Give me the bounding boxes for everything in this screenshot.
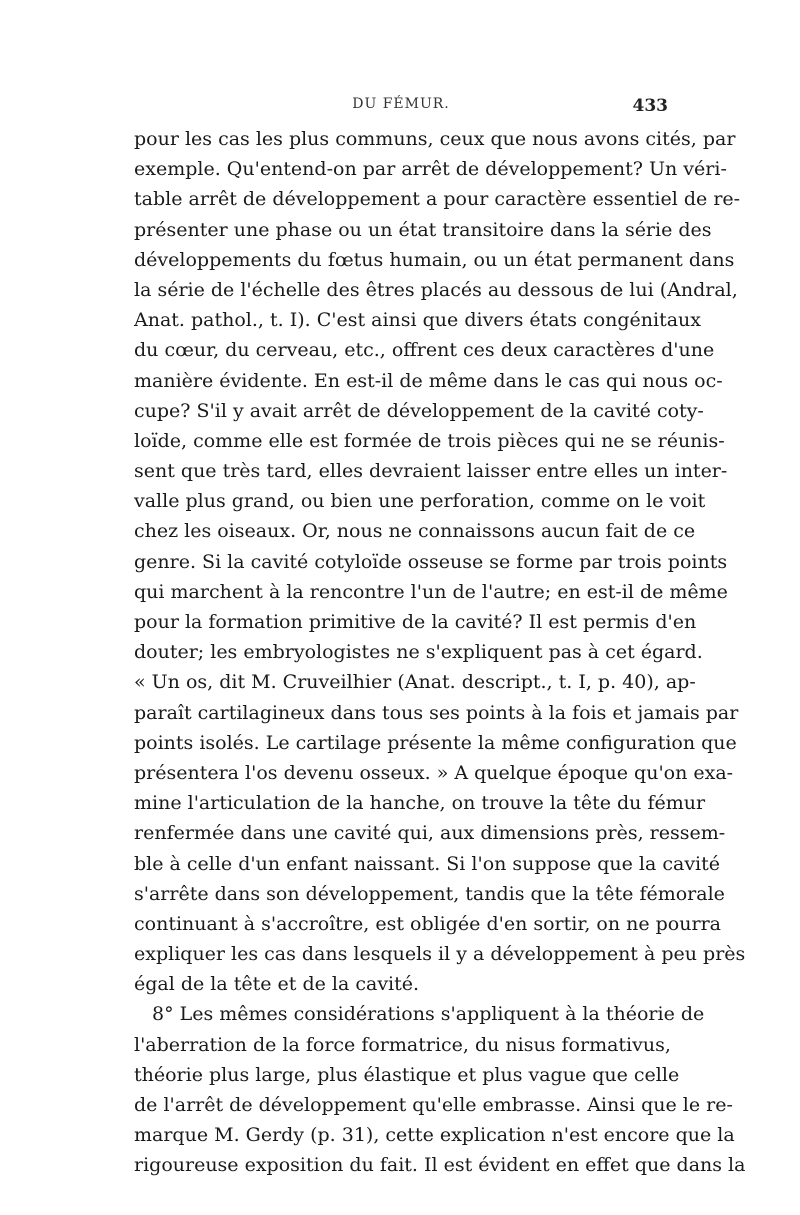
text-line: marque M. Gerdy (p. 31), cette explication n'est encore que la: [134, 1124, 735, 1147]
text-line: « Un os, dit M. Cruveilhier (Anat. descript., t. I, p. 40), ap-: [134, 671, 696, 694]
text-line: théorie plus large, plus élastique et plus vague que celle: [134, 1063, 680, 1086]
text-line: chez les oiseaux. Or, nous ne connaissons aucun fait de ce: [134, 520, 696, 543]
text-line: ble à celle d'un enfant naissant. Si l'on suppose que la cavité: [134, 852, 721, 875]
text-line: continuant à s'accroître, est obligée d'en sortir, on ne pourra: [134, 912, 721, 935]
text-line: présentera l'os devenu osseux. » A quelque époque qu'on exa-: [134, 761, 734, 784]
text-line: Anat. pathol., t. I). C'est ainsi que divers états congénitaux: [134, 309, 702, 332]
page-number: 433: [632, 96, 668, 116]
text-line: développements du fœtus humain, ou un état permanent dans: [134, 248, 735, 271]
text-line: genre. Si la cavité cotyloïde osseuse se forme par trois points: [134, 550, 728, 573]
text-line: valle plus grand, ou bien une perforation, comme on le voit: [134, 490, 706, 513]
text-line: sent que très tard, elles devraient laisser entre elles un inter-: [134, 460, 728, 483]
text-line: mine l'articulation de la hanche, on trouve la tête du fémur: [134, 792, 706, 815]
text-line: la série de l'échelle des êtres placés au dessous de lui (Andral,: [134, 278, 738, 301]
text-line: l'aberration de la force formatrice, du nisus formativus,: [134, 1033, 671, 1056]
running-head: [134, 96, 668, 120]
text-line: paraît cartilagineux dans tous ses points à la fois et jamais par: [134, 701, 739, 724]
paragraph-end-line: égal de la tête et de la cavité.: [134, 973, 420, 996]
text-line: renfermée dans une cavité qui, aux dimensions près, ressem-: [134, 822, 726, 845]
text-line: manière évidente. En est-il de même dans le cas qui nous oc-: [134, 369, 723, 392]
text-line: du cœur, du cerveau, etc., offrent ces deux caractères d'une: [134, 339, 715, 362]
text-line: rigoureuse exposition du fait. Il est évident en effet que dans la: [134, 1154, 746, 1177]
text-line: exemple. Qu'entend-on par arrêt de développement? Un véri-: [134, 158, 727, 181]
text-line: points isolés. Le cartilage présente la même configuration que: [134, 731, 737, 754]
text-line: table arrêt de développement a pour caractère essentiel de re-: [134, 188, 741, 211]
text-line: pour la formation primitive de la cavité? Il est permis d'en: [134, 611, 697, 633]
text-line: douter; les embryologistes ne s'expliquent pas à cet égard.: [134, 641, 703, 664]
paragraph-start-line: 8° Les mêmes considérations s'appliquent à la théorie de: [152, 1003, 705, 1026]
body-text: [134, 124, 746, 1181]
text-line: présenter une phase ou un état transitoire dans la série des: [134, 218, 712, 241]
text-line: s'arrête dans son développement, tandis que la tête fémorale: [134, 882, 725, 905]
text-line: pour les cas les plus communs, ceux que nous avons cités, par: [134, 128, 736, 150]
text-line: expliquer les cas dans lesquels il y a développement à peu près: [134, 943, 746, 966]
running-title: DU FÉMUR.: [352, 96, 450, 112]
text-line: de l'arrêt de développement qu'elle embrasse. Ainsi que le re-: [134, 1094, 733, 1116]
text-line: cupe? S'il y avait arrêt de développement de la cavité coty-: [134, 399, 704, 422]
text-line: qui marchent à la rencontre l'un de l'autre; en est-il de même: [134, 580, 728, 603]
text-line: loïde, comme elle est formée de trois pièces qui ne se réunis-: [134, 429, 725, 452]
